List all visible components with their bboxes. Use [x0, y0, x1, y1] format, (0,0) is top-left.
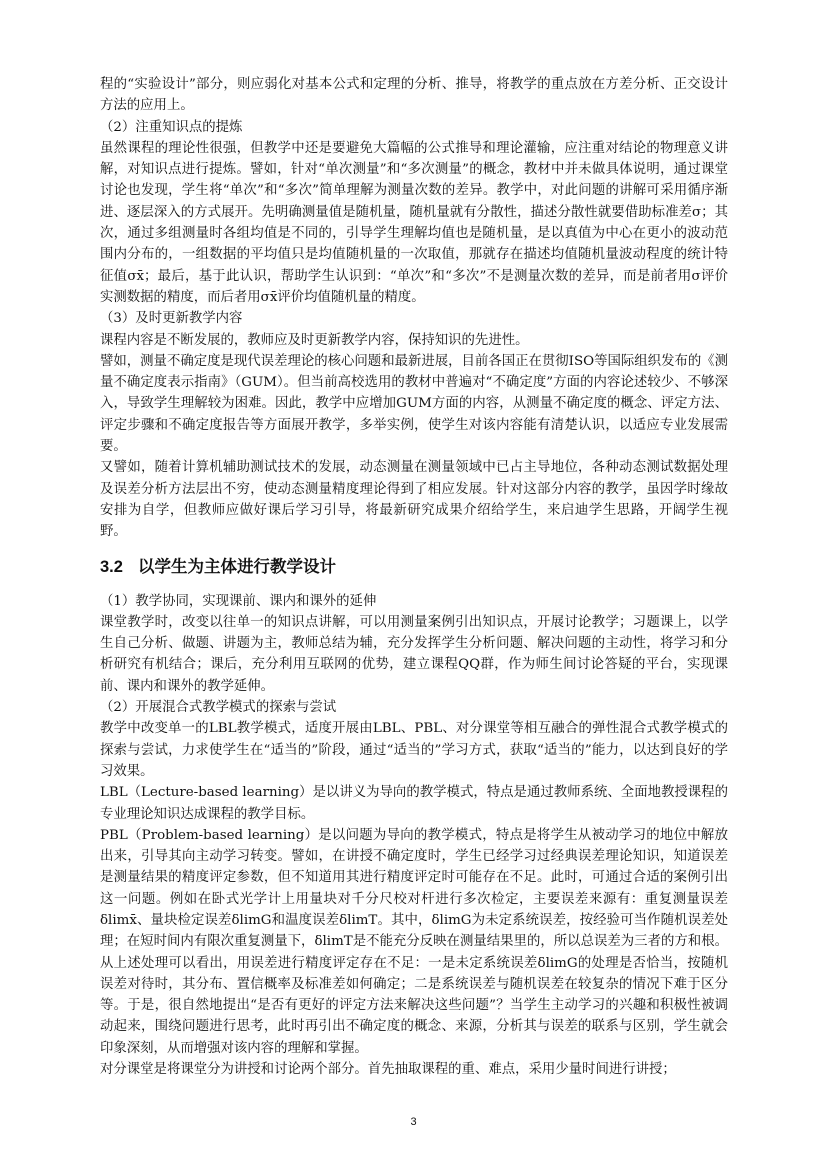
paragraph: 课程内容是不断发展的，教师应及时更新教学内容，保持知识的先进性。 [100, 332, 529, 348]
section-title: 以学生为主体进行教学设计 [138, 557, 336, 576]
paragraph: 对分课堂是将课堂分为讲授和讨论两个部分。首先抽取课程的重、难点，采用少量时间进行讲授； [100, 1062, 676, 1078]
paragraph: 又譬如，随着计算机辅助测试技术的发展，动态测量在测量领域中已占主导地位，各种动态测试数据处理及误差分析方法层出不穷，使动态测量精度理论得到了相应发展。针对这部分内容的教学，虽因学时缘故安排为自学，但教师应做好课后学习引导，将最新研究成果介绍给学生，来启迪学生思路，开阔学生视野。 [100, 460, 728, 540]
paragraph: LBL（Lecture-based learning）是以讲义为导向的教学模式，特点是通过教师系统、全面地教授课程的专业理论知识达成课程的教学目标。 [100, 785, 728, 822]
document-body [100, 74, 728, 1080]
subheading: （1）教学协同，实现课前、课内和课外的延伸 [100, 593, 377, 609]
subheading: （2）开展混合式教学模式的探索与尝试 [100, 700, 337, 716]
paragraph: 课堂教学时，改变以往单一的知识点讲解，可以用测量案例引出知识点，开展讨论教学；习题课上，以学生自己分析、做题、讲题为主，教师总结为辅，充分发挥学生分析问题、解决问题的主动性，将学习和分析研究有机结合；课后，充分利用互联网的优势，建立课程QQ群，作为师生间讨论答疑的平台，实现课前、课内和课外的教学延伸。 [100, 614, 728, 694]
paragraph: 虽然课程的理论性很强，但教学中还是要避免大篇幅的公式推导和理论灌输，应注重对结论的物理意义讲解，对知识点进行提炼。譬如，针对“单次测量”和“多次测量”的概念，教材中并未做具体说明，通过课堂讨论也发现，学生将“单次”和“多次”简单理解为测量次数的差异。教学中，对此问题的讲解可采用循序渐进、逐层深入的方式展开。先明确测量值是随机量，随机量就有分散性，描述分散性就要借助标准差σ；其次，通过多组测量时各组均值是不同的，引导学生理解均值也是随机量，是以真值为中心在更小的波动范围内分布的，一组数据的平均值只是均值随机量的一次取值，那就存在描述均值随机量波动程度的统计特征值σx̄；最后，基于此认识，帮助学生认识到：“单次”和“多次”不是测量次数的差异，而是前者用σ评价实测数据的精度，而后者用σx̄评价均值随机量的精度。 [100, 140, 728, 305]
paragraph: 譬如，测量不确定度是现代误差理论的核心问题和最新进展，目前各国正在贯彻ISO等国际组织发布的《测量不确定度表示指南》（GUM）。但当前高校选用的教材中普遍对“不确定度”方面的内容论述较少、不够深入，导致学生理解较为困难。因此，教学中应增加GUM方面的内容，从测量不确定度的概念、评定方法、评定步骤和不确定度报告等方面展开教学，多举实例，使学生对该内容能有清楚认识，以适应专业发展需要。 [100, 353, 729, 455]
page-number: 3 [410, 1116, 417, 1128]
subheading: （2）注重知识点的提炼 [100, 119, 243, 135]
subheading: （3）及时更新教学内容 [100, 311, 243, 327]
section-number: 3.2 [100, 557, 123, 576]
paragraph: PBL（Problem-based learning）是以问题为导向的教学模式，特点是将学生从被动学习的地位中解放出来，引导其向主动学习转变。譬如，在讲授不确定度时，学生已经学习过经典误差理论知识，知道误差是测量结果的精度评定参数，但不知道用其进行精度评定时可能存在不足。此时，可通过合适的案例引出这一问题。例如在卧式光学计上用量块对千分尺校对杆进行多次检定，主要误差来源有：重复测量误差δlimx̄、量块检定误差δlimG和温度误差δlimT。其中，δlimG为未定系统误差，按经验可当作随机误差处理；在短时间内有限次重复测量下，δlimT是不能充分反映在测量结果里的，所以总误差为三者的方和根。从上述处理可以看出，用误差进行精度评定存在不足：一是未定系统误差δlimG的处理是否恰当，按随机误差对待时，其分布、置信概率及标准差如何确定；二是系统误差与随机误差在较复杂的情况下难于区分等。于是，很自然地提出“是否有更好的评定方法来解决这些问题”？当学生主动学习的兴趣和积极性被调动起来，围绕问题进行思考，此时再引出不确定度的概念、来源，分析其与误差的联系与区别，学生就会印象深刻，从而增强对该内容的理解和掌握。 [100, 827, 728, 1056]
paragraph: 教学中改变单一的LBL教学模式，适度开展由LBL、PBL、对分课堂等相互融合的弹性混合式教学模式的探索与尝试，力求使学生在“适当的”阶段，通过“适当的”学习方式，获取“适当的”能力，以达到良好的学习效果。 [100, 721, 728, 779]
paragraph: 程的“实验设计”部分，则应弱化对基本公式和定理的分析、推导，将教学的重点放在方差分析、正交设计方法的应用上。 [100, 77, 728, 114]
section-heading [100, 555, 728, 579]
